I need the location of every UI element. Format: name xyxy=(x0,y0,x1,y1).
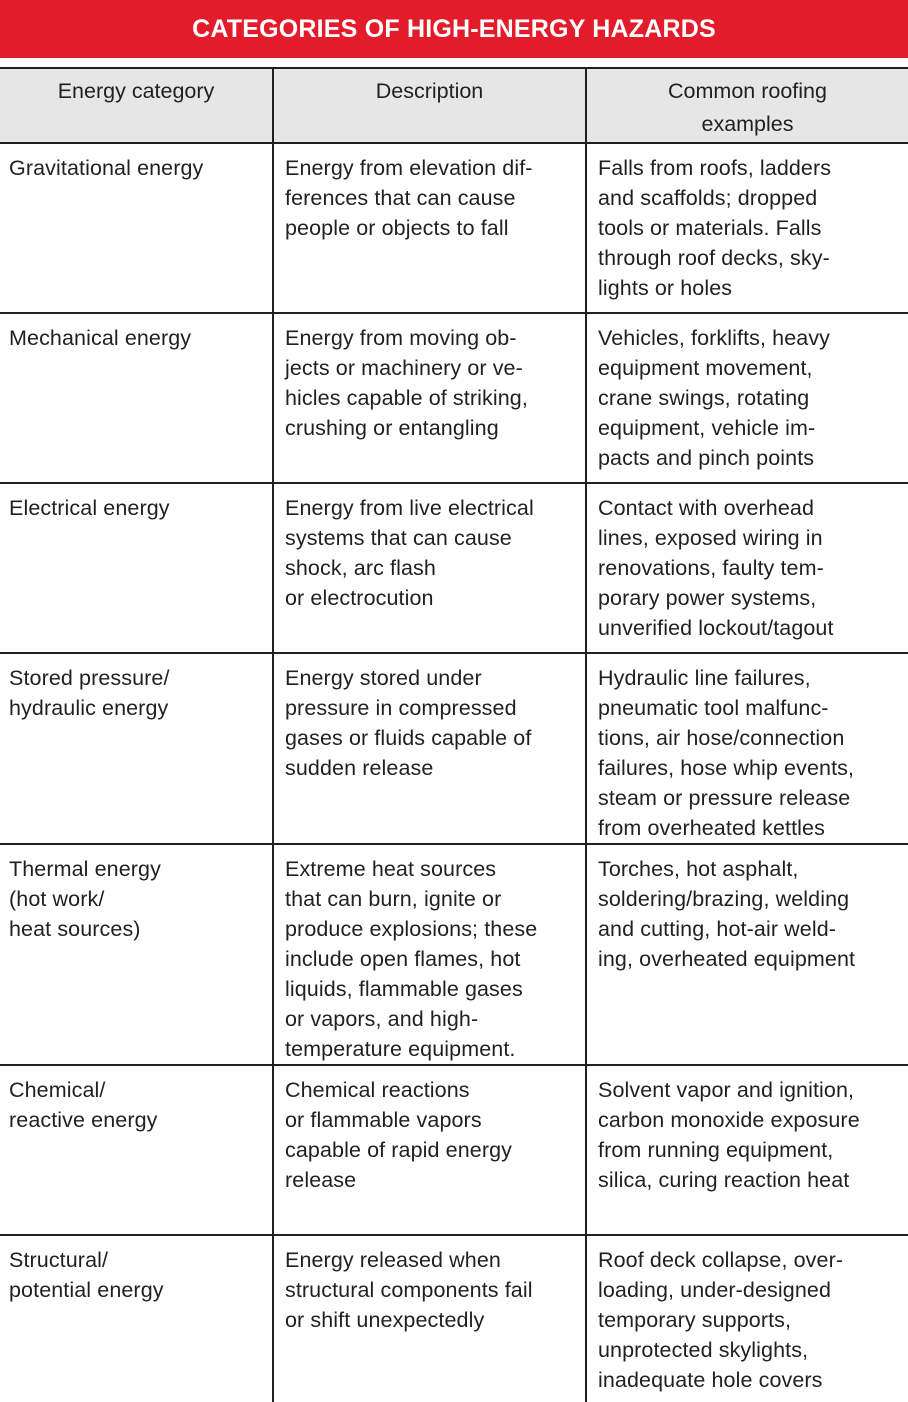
examples-cell: Vehicles, forklifts, heavy equipment movement, crane swings, rotating equipment, vehicle im- pacts and pinch points xyxy=(586,313,908,483)
table-row xyxy=(0,143,908,313)
description-cell: Extreme heat sources that can burn, ignite or produce explosions; these include open flames, hot liquids, flammable gases or vapors, and high- temperature equipment. xyxy=(273,844,586,1065)
examples-cell: Roof deck collapse, over- loading, under-designed temporary supports, unprotected skylights, inadequate hole covers xyxy=(586,1235,908,1402)
header-row xyxy=(0,68,908,143)
category-cell: Chemical/ reactive energy xyxy=(0,1065,273,1235)
description-cell: Energy stored under pressure in compressed gases or fluids capable of sudden release xyxy=(273,653,586,844)
table-row xyxy=(0,844,908,1065)
category-cell: Gravitational energy xyxy=(0,143,273,313)
examples-cell: Solvent vapor and ignition, carbon monoxide exposure from running equipment, silica, curing reaction heat xyxy=(586,1065,908,1235)
header-description: Description xyxy=(273,68,586,143)
examples-cell: Falls from roofs, ladders and scaffolds; dropped tools or materials. Falls through roof decks, sky- lights or holes xyxy=(586,143,908,313)
table-row xyxy=(0,1235,908,1402)
table-title: CATEGORIES OF HIGH-ENERGY HAZARDS xyxy=(0,0,908,58)
table-row xyxy=(0,1065,908,1235)
hazard-table xyxy=(0,67,908,1402)
description-cell: Energy from live electrical systems that can cause shock, arc flash or electrocution xyxy=(273,483,586,653)
table-header xyxy=(0,68,908,143)
description-cell: Chemical reactions or flammable vapors capable of rapid energy release xyxy=(273,1065,586,1235)
category-cell: Thermal energy (hot work/ heat sources) xyxy=(0,844,273,1065)
header-energy-category: Energy category xyxy=(0,68,273,143)
table-row xyxy=(0,313,908,483)
category-cell: Electrical energy xyxy=(0,483,273,653)
description-cell: Energy from elevation dif- ferences that can cause people or objects to fall xyxy=(273,143,586,313)
description-cell: Energy from moving ob- jects or machinery or ve- hicles capable of striking, crushing or entangling xyxy=(273,313,586,483)
header-common-roofing-examples: Common roofing examples xyxy=(586,68,908,143)
category-cell: Structural/ potential energy xyxy=(0,1235,273,1402)
examples-cell: Torches, hot asphalt, soldering/brazing, welding and cutting, hot-air weld- ing, overheated equipment xyxy=(586,844,908,1065)
examples-cell: Hydraulic line failures, pneumatic tool malfunc- tions, air hose/connection failures, hose whip events, steam or pressure release from overheated kettles xyxy=(586,653,908,844)
examples-cell: Contact with overhead lines, exposed wiring in renovations, faulty tem- porary power systems, unverified lockout/tagout xyxy=(586,483,908,653)
category-cell: Mechanical energy xyxy=(0,313,273,483)
table-row xyxy=(0,653,908,844)
table-body xyxy=(0,143,908,1402)
description-cell: Energy released when structural components fail or shift unexpectedly xyxy=(273,1235,586,1402)
table-row xyxy=(0,483,908,653)
category-cell: Stored pressure/ hydraulic energy xyxy=(0,653,273,844)
